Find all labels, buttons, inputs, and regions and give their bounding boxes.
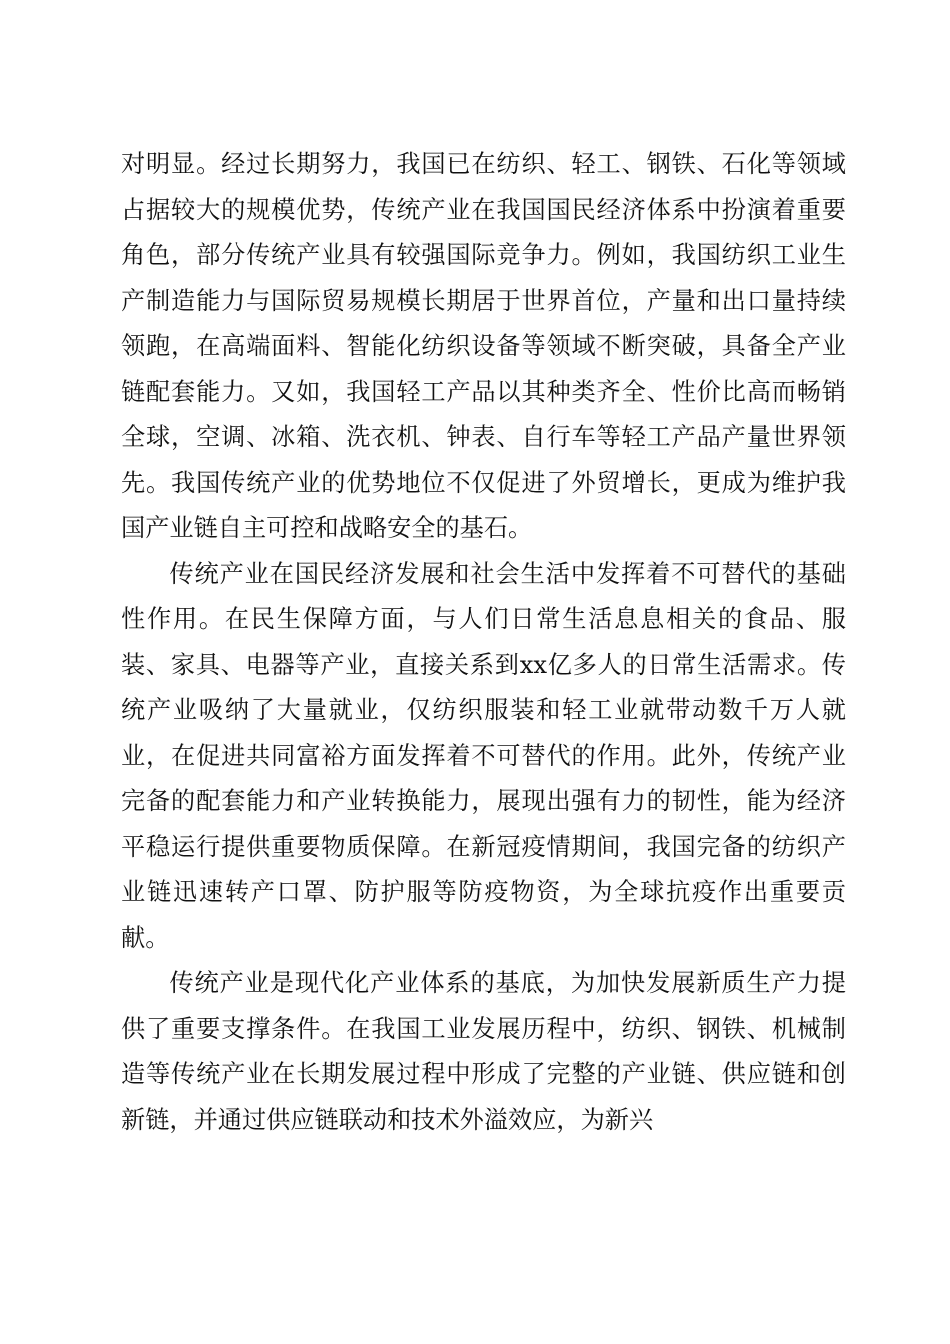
paragraph-3: 传统产业是现代化产业体系的基底，为加快发展新质生产力提供了重要支撑条件。在我国工业发展历程中，纺织、钢铁、机械制造等传统产业在长期发展过程中形成了完整的产业链、供应链和创新链，并通过供应链联动和技术外溢效应，为新兴 <box>121 969 846 1134</box>
paragraph-1: 对明显。经过长期努力，我国已在纺织、轻工、钢铁、石化等领域占据较大的规模优势，传统产业在我国国民经济体系中扮演着重要角色，部分传统产业具有较强国际竞争力。例如，我国纺织工业生产制造能力与国际贸易规模长期居于世界首位，产量和出口量持续领跑，在高端面料、智能化纺织设备等领域不断突破，具备全产业链配套能力。又如，我国轻工产品以其种类齐全、性价比高而畅销全球，空调、冰箱、洗衣机、钟表、自行车等轻工产品产量世界领先。我国传统产业的优势地位不仅促进了外贸增长，更成为维护我国产业链自主可控和战略安全的基石。 <box>121 150 846 542</box>
paragraph-2: 传统产业在国民经济发展和社会生活中发挥着不可替代的基础性作用。在民生保障方面，与人们日常生活息息相关的食品、服装、家具、电器等产业，直接关系到xx亿多人的日常生活需求。传统产业吸纳了大量就业，仅纺织服装和轻工业就带动数千万人就业，在促进共同富裕方面发挥着不可替代的作用。此外，传统产业完备的配套能力和产业转换能力，展现出强有力的韧性，能为经济平稳运行提供重要物质保障。在新冠疫情期间，我国完备的纺织产业链迅速转产口罩、防护服等防疫物资，为全球抗疫作出重要贡献。 <box>121 559 846 952</box>
document-body <box>121 142 846 1143</box>
